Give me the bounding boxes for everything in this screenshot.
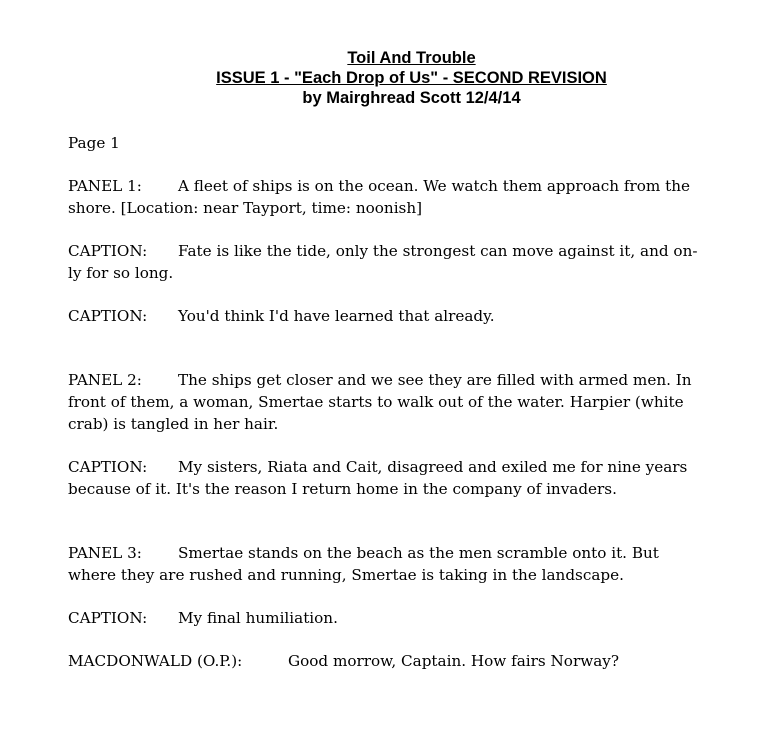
panel-1-text: A fleet of ships is on the ocean. We watch them approach from the shore. [Location: near Tayport, time: noonish] [68,177,691,217]
issue-line: ISSUE 1 - "Each Drop of Us" - SECOND REVISION [216,69,607,87]
caption-1-text: Fate is like the tide, only the strongest can move against it, and on-ly for so long. [68,242,698,282]
caption-3-text: My sisters, Riata and Cait, disagreed and exiled me for nine years because of it. It's the reason I return home in the company of invaders. [68,458,688,498]
caption-2 [68,305,708,327]
panel-2-text: The ships get closer and we see they are filled with armed men. In front of them, a woman, Smertae starts to walk out of the water. Harpier (white crab) is tangled in her hair. [68,371,692,433]
dialogue-1 [68,650,708,672]
caption-2-text: You'd think I'd have learned that already. [178,307,495,325]
caption-2-label: CAPTION: [68,307,148,325]
caption-4-label: CAPTION: [68,609,148,627]
panel-1-label: PANEL 1: [68,177,142,195]
dialogue-1-speaker: MACDONWALD (O.P.): [68,652,243,670]
panel-1 [68,175,708,219]
page-label: Page 1 [68,134,120,152]
caption-1-label: CAPTION: [68,242,148,260]
caption-3-label: CAPTION: [68,458,148,476]
caption-3 [68,456,708,500]
caption-1 [68,240,708,284]
panel-3-label: PANEL 3: [68,544,142,562]
document-title: Toil And Trouble [347,49,476,67]
panel-3-text: Smertae stands on the beach as the men scramble onto it. But where they are rushed and running, Smertae is taking in the landscape. [68,544,659,584]
caption-4 [68,607,708,629]
document-header [0,48,757,108]
byline: by Mairghread Scott 12/4/14 [302,89,521,107]
dialogue-1-text: Good morrow, Captain. How fairs Norway? [288,652,619,670]
panel-2 [68,369,708,435]
panel-3 [68,542,708,586]
script-body [68,132,708,672]
caption-4-text: My final humiliation. [178,609,338,627]
panel-2-label: PANEL 2: [68,371,142,389]
